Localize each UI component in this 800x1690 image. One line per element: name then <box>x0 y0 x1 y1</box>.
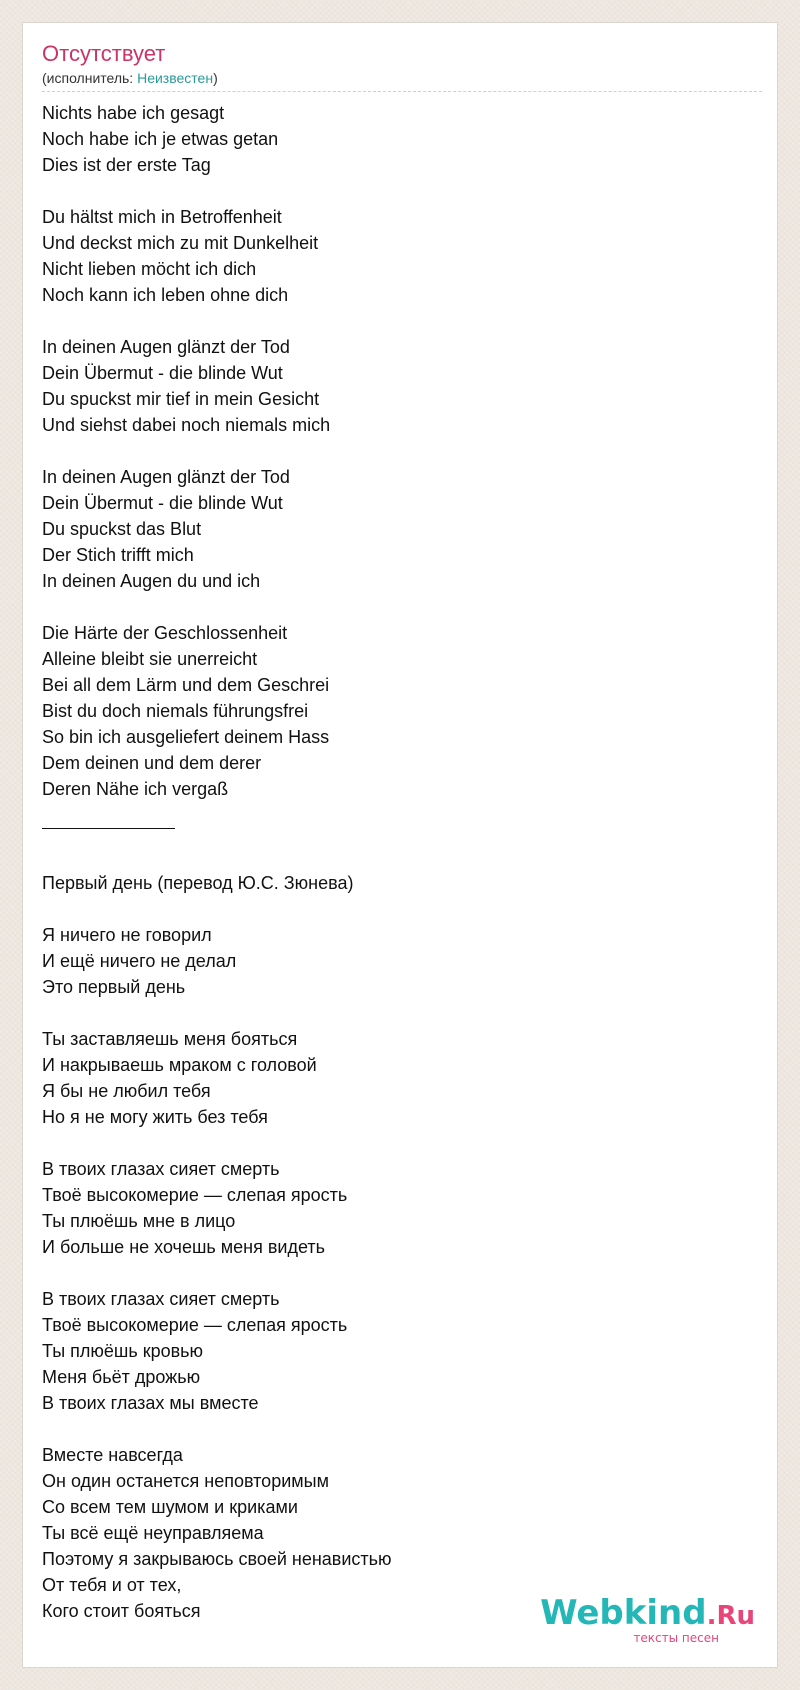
lyric-line: Ты плюёшь мне в лицо <box>42 1211 236 1231</box>
stanza <box>42 464 762 594</box>
lyric-line: В твоих глазах мы вместе <box>42 1393 259 1413</box>
separator-line <box>42 828 175 829</box>
lyric-line: Dein Übermut - die blinde Wut <box>42 493 283 513</box>
lyrics-card <box>22 22 778 1668</box>
artist-line <box>42 69 762 87</box>
lyric-line: От тебя и от тех, <box>42 1575 182 1595</box>
lyric-line: Nicht lieben möcht ich dich <box>42 259 257 279</box>
lyric-line: Но я не могу жить без тебя <box>42 1107 268 1127</box>
translation-title: Первый день (перевод Ю.С. Зюнева) <box>42 873 354 893</box>
lyrics-text <box>42 100 762 1624</box>
lyric-line: Вместе навсегда <box>42 1445 183 1465</box>
lyric-line: In deinen Augen du und ich <box>42 571 261 591</box>
song-title: Отсутствует <box>42 41 166 66</box>
lyric-line: Со всем тем шумом и криками <box>42 1497 298 1517</box>
lyric-line: Du spuckst das Blut <box>42 519 202 539</box>
lyric-line: Alleine bleibt sie unerreicht <box>42 649 258 669</box>
lyric-line: Die Härte der Geschlossenheit <box>42 623 288 643</box>
lyric-line: Он один останется неповторимым <box>42 1471 329 1491</box>
lyric-line: Nichts habe ich gesagt <box>42 103 225 123</box>
stanza <box>42 1026 762 1130</box>
lyric-line: Твоё высокомерие — слепая ярость <box>42 1185 348 1205</box>
logo-tagline: тексты песен <box>633 1631 719 1645</box>
original-lyrics <box>42 100 762 802</box>
artist-prefix: (исполнитель: <box>42 70 138 86</box>
lyric-line: Und siehst dabei noch niemals mich <box>42 415 331 435</box>
stanza <box>42 100 762 178</box>
lyrics-content <box>42 41 762 1650</box>
lyric-line: Der Stich trifft mich <box>42 545 194 565</box>
lyric-line: In deinen Augen glänzt der Tod <box>42 337 290 357</box>
lyric-line: Я бы не любил тебя <box>42 1081 211 1101</box>
lyric-line: In deinen Augen glänzt der Tod <box>42 467 290 487</box>
translation-title-block <box>42 870 762 896</box>
lyric-line: Твоё высокомерие — слепая ярость <box>42 1315 348 1335</box>
title-divider <box>42 91 762 92</box>
lyric-line: Du spuckst mir tief in mein Gesicht <box>42 389 320 409</box>
lyric-line: Du hältst mich in Betroffenheit <box>42 207 282 227</box>
lyric-line: Noch habe ich je etwas getan <box>42 129 279 149</box>
lyric-line: So bin ich ausgeliefert deinem Hass <box>42 727 330 747</box>
lyric-line: Bei all dem Lärm und dem Geschrei <box>42 675 330 695</box>
lyric-line: Ты плюёшь кровью <box>42 1341 204 1361</box>
stanza <box>42 620 762 802</box>
lyric-line: Dies ist der erste Tag <box>42 155 211 175</box>
lyric-line: Поэтому я закрываюсь своей ненавистью <box>42 1549 392 1569</box>
lyric-line: Dem deinen und dem derer <box>42 753 262 773</box>
lyric-line: И накрываешь мраком с головой <box>42 1055 317 1075</box>
lyric-line: В твоих глазах сияет смерть <box>42 1159 280 1179</box>
stanza <box>42 1156 762 1260</box>
logo-main-text: Webkind <box>540 1593 707 1633</box>
lyric-line: Dein Übermut - die blinde Wut <box>42 363 283 383</box>
stanza <box>42 334 762 438</box>
lyric-line: Меня бьёт дрожью <box>42 1367 201 1387</box>
artist-suffix: ) <box>213 70 218 86</box>
logo-suffix-text: .Ru <box>706 1601 755 1631</box>
translation-lyrics <box>42 922 762 1624</box>
lyric-line: И больше не хочешь меня видеть <box>42 1237 325 1257</box>
lyric-line: Bist du doch niemals führungsfrei <box>42 701 309 721</box>
lyric-line: Ты всё ещё неуправляема <box>42 1523 264 1543</box>
stanza <box>42 922 762 1000</box>
lyric-line: В твоих глазах сияет смерть <box>42 1289 280 1309</box>
webkind-logo[interactable] <box>540 1593 755 1649</box>
lyric-line: Ты заставляешь меня бояться <box>42 1029 298 1049</box>
stanza <box>42 204 762 308</box>
artist-link[interactable]: Неизвестен <box>137 70 214 86</box>
lyric-line: Und deckst mich zu mit Dunkelheit <box>42 233 319 253</box>
stanza <box>42 1286 762 1416</box>
lyric-line: Deren Nähe ich vergaß <box>42 779 229 799</box>
lyric-line: И ещё ничего не делал <box>42 951 237 971</box>
lyric-line: Я ничего не говорил <box>42 925 212 945</box>
lyric-line: Кого стоит бояться <box>42 1601 201 1621</box>
lyric-line: Noch kann ich leben ohne dich <box>42 285 289 305</box>
lyric-line: Это первый день <box>42 977 186 997</box>
logo-wordmark <box>540 1593 755 1636</box>
